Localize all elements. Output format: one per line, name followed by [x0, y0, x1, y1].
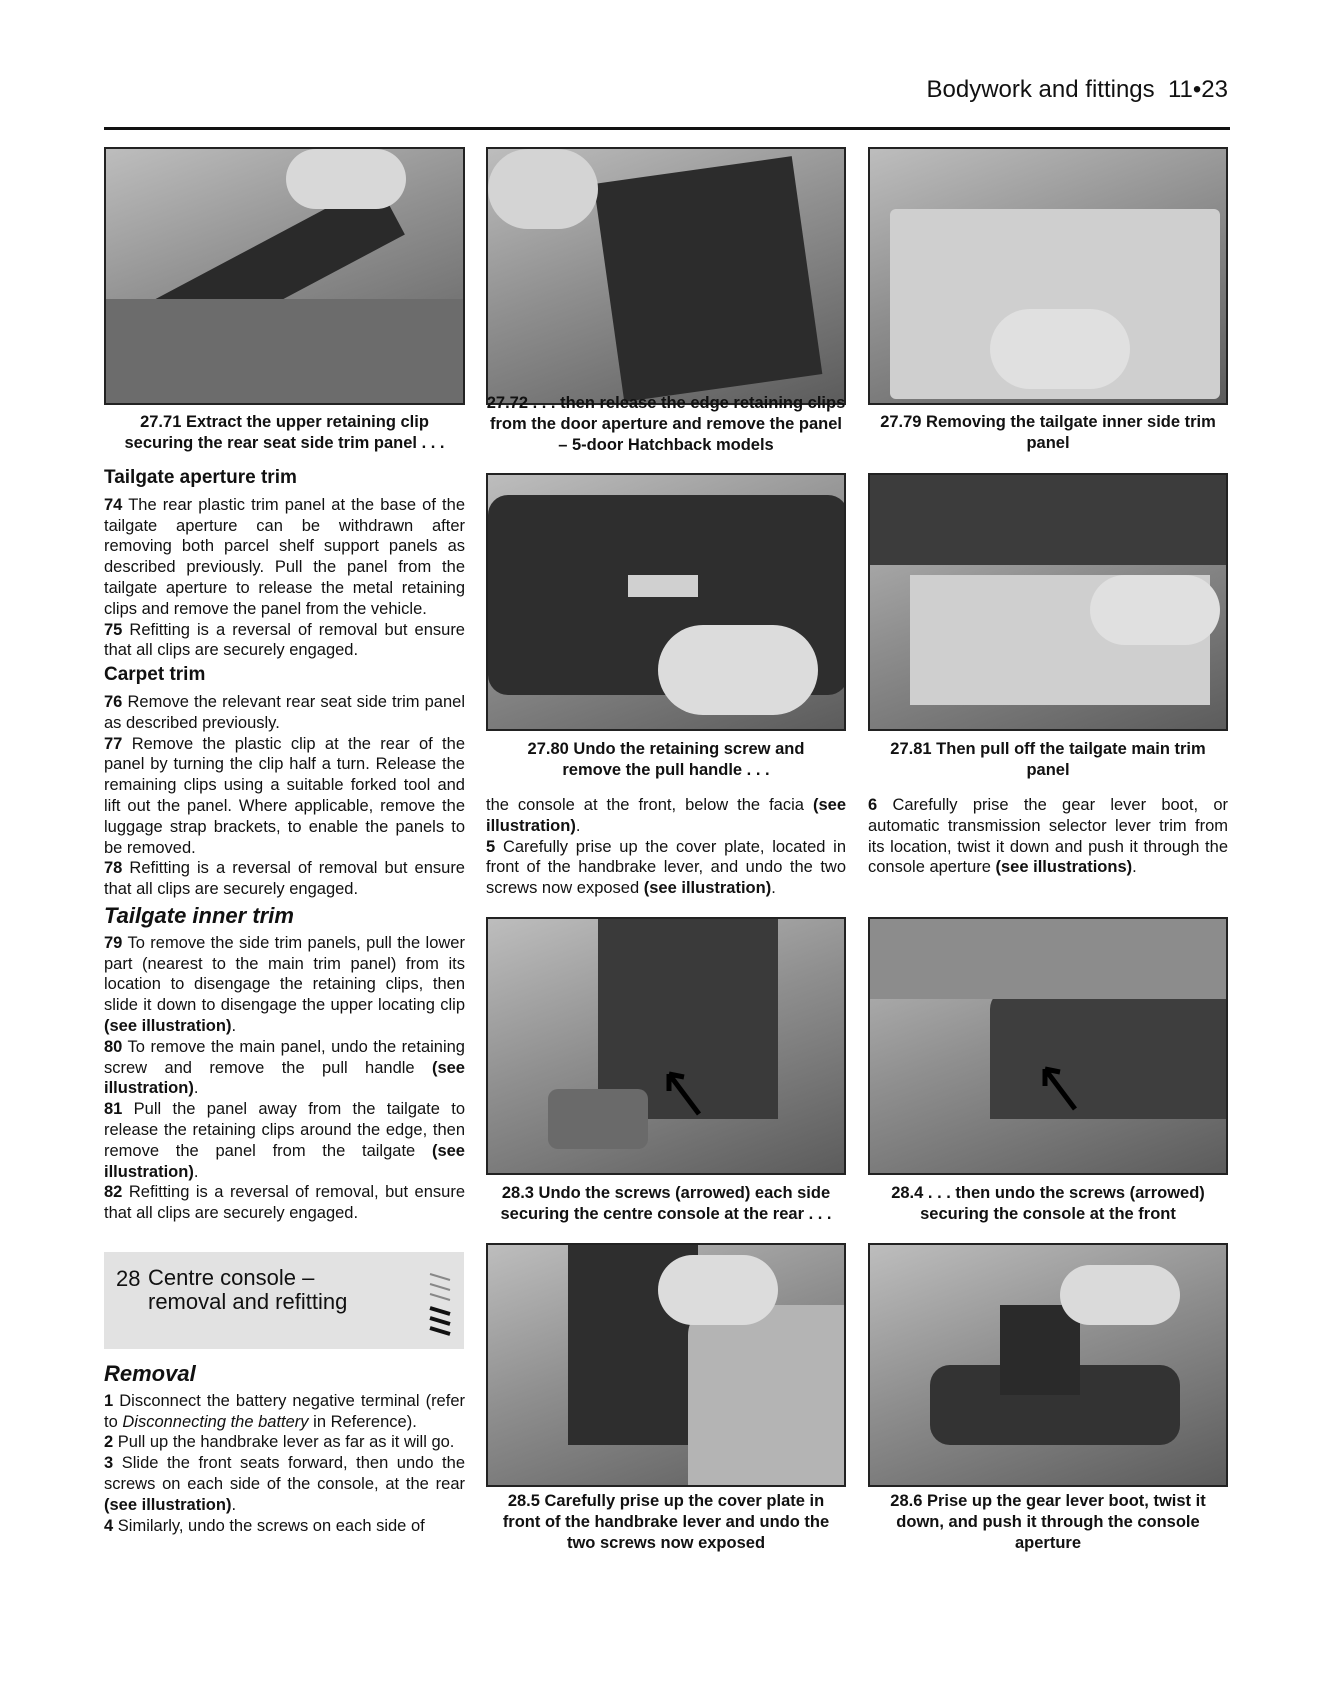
running-header: [927, 76, 1228, 104]
caption-28-6: 28.6 Prise up the gear lever boot, twist it down, and push it through the console aperture: [890, 1492, 1206, 1552]
para-79: To remove the side trim panels, pull the lower part (nearest to the main trim panel) from its location to disengage the retaining clips, then slide it down to disengage the upper locating clip: [104, 933, 465, 1015]
para-4-continued: the console at the front, below the facia: [486, 796, 804, 814]
header-rule: [104, 127, 1230, 130]
ref-81: (see illustration): [104, 1141, 465, 1181]
para-82: Refitting is a reversal of removal, but ensure that all clips are securely engaged.: [104, 1183, 465, 1223]
photo-27-72: [486, 147, 846, 405]
caption-28-5: 28.5 Carefully prise up the cover plate in front of the handbrake lever and undo the two screws now exposed: [502, 1492, 830, 1552]
step-3: Slide the front seats forward, then undo the screws on each side of the console, at the rear: [104, 1454, 465, 1493]
photo-28-3: [486, 917, 846, 1175]
left-column-text: Tailgate aperture trim 74 The rear plastic trim panel at the base of the tailgate aperture can be withdrawn after removing both parcel shelf support panels as described previously. Pull the panel from the tailgate aperture to release the metal retaining clips and remove the panel from the vehicle. 75 Refitting is a reversal of removal but ensure that all clips are securely engaged. Carpet trim 76 Remove the relevant rear seat side trim panel as described previously. 77 Remove the plastic clip at the rear of the panel by turning the clip half a turn. Release the remaining clips using a suitable forked tool and lift out the panel. Where applicable, remove the luggage strap brackets, to enable the panels to be removed. 78 Refitting is a reversal of removal but ensure that all clips are securely engaged. Tailgate inner trim 79 To remove the side trim panels, pull the lower part (nearest to the main trim panel) from its location to disengage the retaining clips, then slide it down to disengage the upper locating clip (see illustration). 80 To remove the main panel, undo the retaining screw and remove the pull handle (see illustration). 81 Pull the panel away from the tailgate to release the retaining clips around the edge, then remove the panel from the tailgate (see illustration). 82 Refitting is a reversal of removal, but ensure that all clips are securely engaged.: [104, 467, 466, 1223]
photo-27-71: [104, 147, 465, 405]
section-number: 28: [116, 1266, 141, 1291]
para-6: Carefully prise the gear lever boot, or automatic transmission selector lever trim from its location, twist it down and push it through the console aperture: [868, 796, 1228, 877]
mid-column-text: the console at the front, below the facia (see illustration). 5 Carefully prise up the cover plate, located in front of the handbrake lever, and undo the two screws now exposed (see illustration).: [486, 796, 846, 898]
para-79-number: 79: [104, 933, 123, 952]
heading-tailgate-inner-trim: Tailgate inner trim: [104, 902, 294, 928]
step-1-a: Disconnect the battery negative terminal (refer to: [104, 1391, 465, 1431]
step-4: Similarly, undo the screws on each side of: [117, 1516, 425, 1535]
step-1-italic: Disconnecting the battery: [122, 1412, 309, 1431]
ref-4: (see illustration): [486, 796, 846, 835]
photo-28-5: [486, 1243, 846, 1487]
para-81-number: 81: [104, 1100, 123, 1119]
caption-27-71: 27.71 Extract the upper retaining clip securing the rear seat side trim panel . . .: [124, 413, 445, 452]
header-title: Bodywork and fittings: [926, 76, 1155, 103]
caption-28-4: 28.4 . . . then undo the screws (arrowed) securing the console at the front: [891, 1184, 1205, 1223]
para-5-number: 5: [486, 837, 496, 856]
section-28-heading-box: [104, 1252, 464, 1349]
para-77-number: 77: [104, 734, 123, 753]
heading-removal: Removal: [104, 1361, 196, 1386]
page-number: 11•23: [1167, 76, 1228, 103]
ref-80: (see illustration): [104, 1058, 465, 1098]
heading-tailgate-aperture-trim: Tailgate aperture trim: [104, 467, 297, 488]
para-74: The rear plastic trim panel at the base of the tailgate aperture can be withdrawn after removing both parcel shelf support panels as described previously. Pull the panel from the tailgate aperture to release the metal retaining clips and remove the panel from the vehicle.: [104, 495, 465, 618]
caption-27-72: 27.72 . . . then release the edge retaining clips from the door aperture and remove the panel – 5-door Hatchback models: [486, 394, 846, 454]
para-76-number: 76: [104, 692, 123, 711]
caption-27-80: 27.80 Undo the retaining screw and remove the pull handle . . .: [527, 740, 805, 779]
photo-27-79: [868, 147, 1228, 405]
step-2: Pull up the handbrake lever as far as it will go.: [117, 1433, 455, 1452]
heading-carpet-trim: Carpet trim: [104, 664, 206, 686]
photo-27-80: [486, 473, 846, 731]
removal-text: Removal 1 Disconnect the battery negative terminal (refer to Disconnecting the battery in Reference). 2 Pull up the handbrake lever as far as it will go. 3 Slide the front seats forward, then undo the screws on each side of the console, at the rear (see illustration). 4 Similarly, undo the screws on each side of: [104, 1361, 465, 1535]
photo-28-4: [868, 917, 1228, 1175]
step-2-number: 2: [104, 1433, 114, 1452]
photo-28-6: [868, 1243, 1228, 1487]
step-4-number: 4: [104, 1516, 114, 1535]
caption-28-3: 28.3 Undo the screws (arrowed) each side securing the centre console at the rear . . .: [500, 1184, 832, 1223]
para-78: Refitting is a reversal of removal but ensure that all clips are securely engaged.: [104, 859, 465, 899]
section-title-line1: Centre console –: [148, 1265, 315, 1290]
para-6-number: 6: [868, 796, 878, 814]
caption-27-81: 27.81 Then pull off the tailgate main trim panel: [890, 740, 1206, 779]
ref-79: (see illustration): [104, 1016, 232, 1035]
difficulty-spanner-icon: [426, 1266, 454, 1336]
para-80-number: 80: [104, 1037, 123, 1056]
arrow-icon: [1040, 1064, 1080, 1114]
para-5: Carefully prise up the cover plate, located in front of the handbrake lever, and undo the two screws now exposed: [486, 837, 846, 898]
step-1-b: in Reference).: [313, 1412, 417, 1431]
caption-27-79: 27.79 Removing the tailgate inner side trim panel: [880, 413, 1216, 452]
para-82-number: 82: [104, 1183, 123, 1202]
step-3-number: 3: [104, 1454, 114, 1473]
para-80: To remove the main panel, undo the retaining screw and remove the pull handle: [104, 1037, 465, 1077]
para-76: Remove the relevant rear seat side trim panel as described previously.: [104, 692, 466, 732]
para-77: Remove the plastic clip at the rear of the panel by turning the clip half a turn. Release the remaining clips using a suitable forked tool and lift out the panel. Where applicable, remove the luggage strap brackets, to enable the panels to be removed.: [104, 734, 465, 857]
ref-3: (see illustration): [104, 1495, 232, 1514]
para-74-number: 74: [104, 495, 123, 514]
step-1-number: 1: [104, 1391, 114, 1410]
section-title-line2: removal and refitting: [148, 1289, 348, 1314]
photo-27-81: [868, 473, 1228, 731]
para-75: Refitting is a reversal of removal but ensure that all clips are securely engaged.: [104, 620, 465, 660]
right-column-text: 6 Carefully prise the gear lever boot, or automatic transmission selector lever trim from its location, twist it down and push it through the console aperture (see illustrations).: [868, 796, 1228, 877]
para-75-number: 75: [104, 620, 123, 639]
para-78-number: 78: [104, 859, 123, 878]
para-81: Pull the panel away from the tailgate to release the retaining clips around the edge, then remove the panel from the tailgate: [104, 1100, 465, 1160]
ref-6: (see illustrations): [995, 858, 1133, 877]
ref-5: (see illustration): [643, 879, 772, 898]
arrow-icon: [664, 1069, 704, 1119]
section-title: [148, 1266, 347, 1314]
